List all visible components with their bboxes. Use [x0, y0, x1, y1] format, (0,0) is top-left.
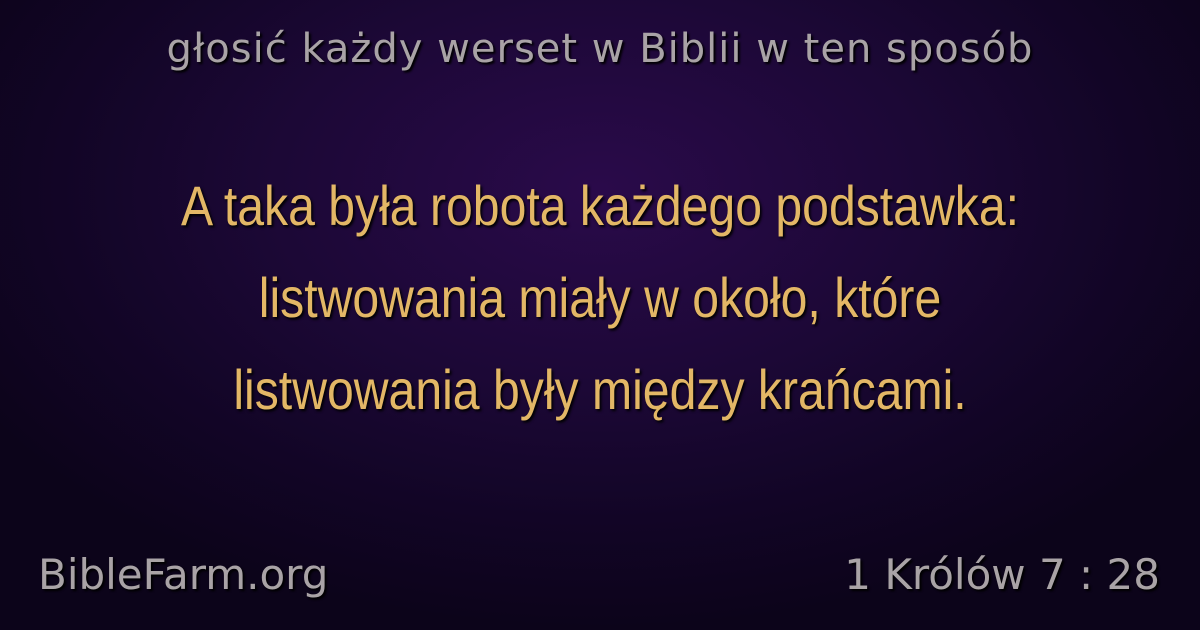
- tagline: głosić każdy werset w Biblii w ten sposób: [166, 26, 1034, 72]
- verse-line: listwowania miały w około, które: [258, 266, 942, 329]
- site-name: BibleFarm.org: [38, 550, 329, 599]
- verse-line: A taka była robota każdego podstawka:: [180, 174, 1019, 237]
- verse-reference: 1 Królów 7 : 28: [844, 550, 1160, 599]
- verse-line: listwowania były między krańcami.: [233, 358, 967, 421]
- verse-text: [110, 160, 1090, 436]
